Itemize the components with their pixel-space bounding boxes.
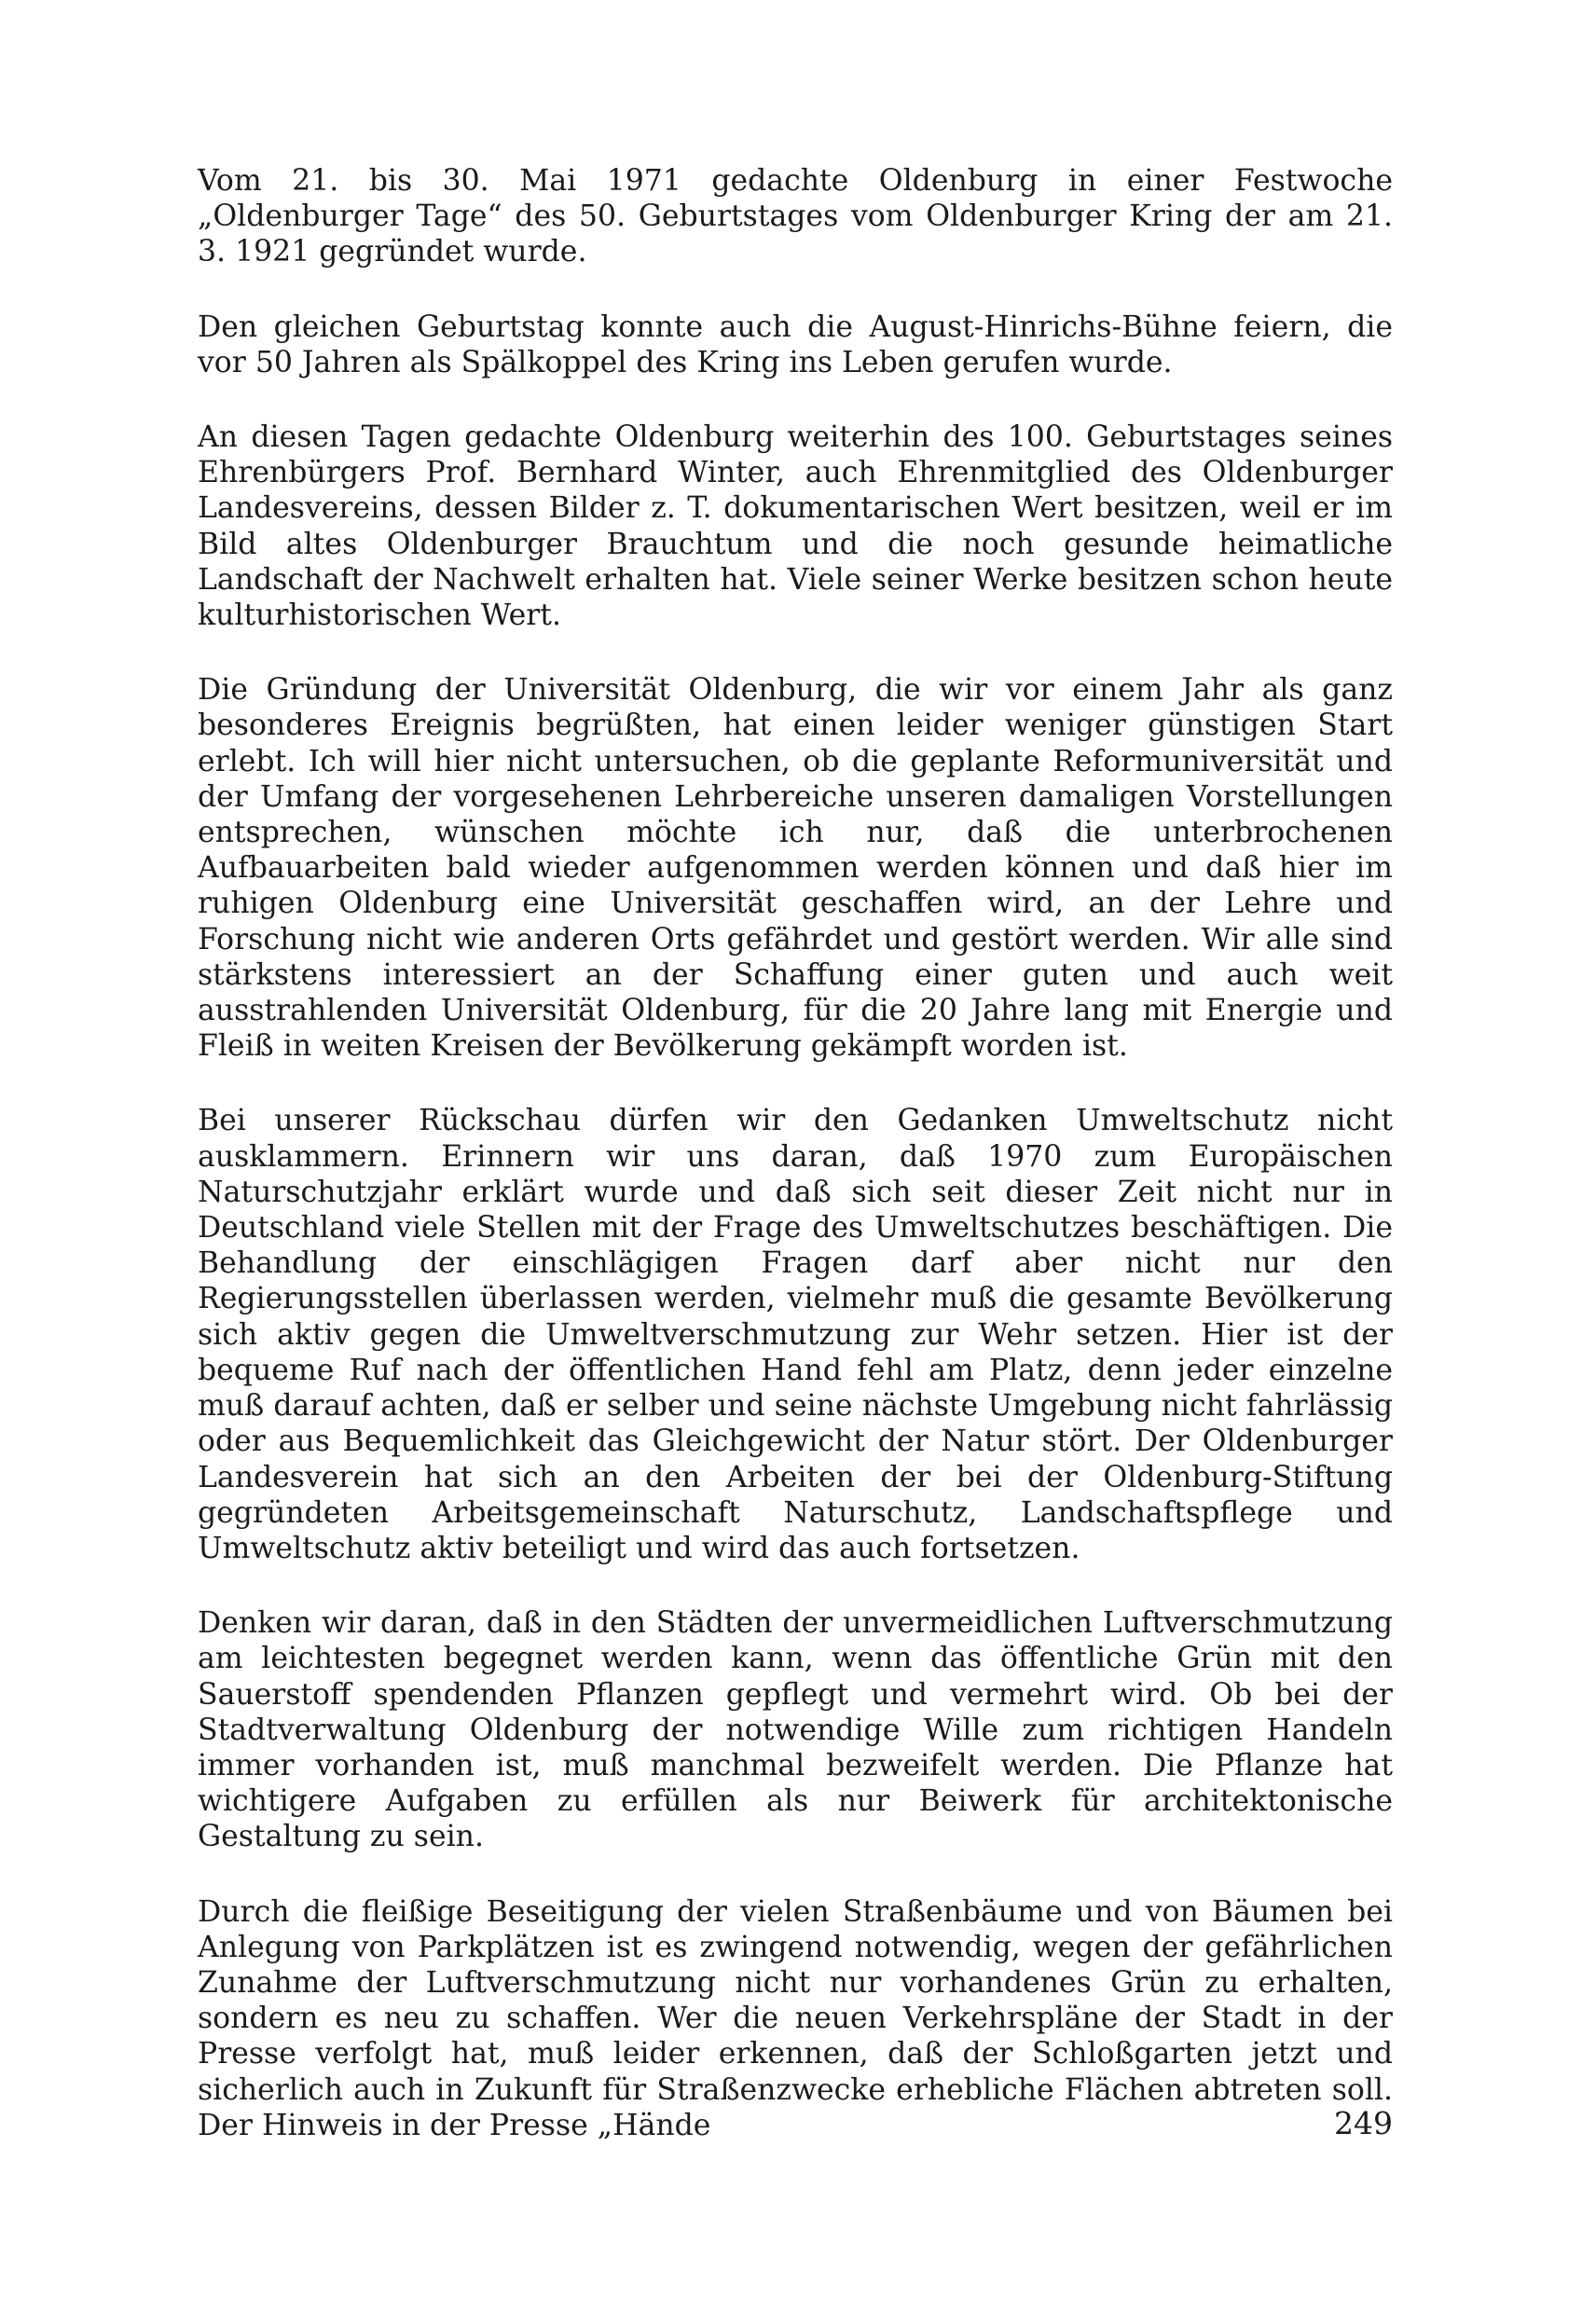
paragraph-hinrichs-buehne: Den gleichen Geburtstag konnte auch die August-Hinrichs-Bühne feiern, die vor 50 Jahren als Spälkoppel des Kring ins Leben gerufen wurde.	[198, 310, 1393, 379]
paragraph-luftverschmutzung: Denken wir daran, daß in den Städten der unvermeidlichen Luftverschmutzung am leichtesten begegnet werden kann, wenn das öffentliche Grün mit den Sauerstoff spendenden Pflanzen gepflegt und vermehrt wird. Ob bei der Stadtverwaltung Oldenburg der notwendige Wille zum richtigen Handeln immer vorhanden ist, muß manchmal bezweifelt werden. Die Pflanze hat wichtigere Aufgaben zu erfüllen als nur Beiwerk für architektonische Gestaltung zu sein.	[198, 1606, 1393, 1854]
page-number: 249	[1334, 2105, 1393, 2141]
paragraph-bernhard-winter: An diesen Tagen gedachte Oldenburg weiterhin des 100. Geburtstages seines Ehrenbürgers Prof. Bernhard Winter, auch Ehrenmitglied des Oldenburger Landesvereins, dessen Bilder z. T. dokumentarischen Wert besitzen, weil er im Bild altes Oldenburger Brauchtum und die noch gesunde heimatliche Landschaft der Nachwelt erhalten hat. Viele seiner Werke besitzen schon heute kulturhistorischen Wert.	[198, 420, 1393, 633]
paragraph-strassenbaeume: Durch die fleißige Beseitigung der vielen Straßenbäume und von Bäumen bei Anlegung von Parkplätzen ist es zwingend notwendig, wegen der gefährlichen Zunahme der Luftverschmutzung nicht nur vorhandenes Grün zu erhalten, sondern es neu zu schaffen. Wer die neuen Verkehrspläne der Stadt in der Presse verfolgt hat, muß leider erkennen, daß der Schloßgarten jetzt und sicherlich auch in Zukunft für Straßenzwecke erhebliche Flächen abtreten soll. Der Hinweis in der Presse „Hände	[198, 1894, 1393, 2142]
paragraph-festwoche: Vom 21. bis 30. Mai 1971 gedachte Oldenburg in einer Festwoche „Oldenburger Tage“ des 50. Geburtstages vom Oldenburger Kring der am 21. 3. 1921 gegründet wurde.	[198, 164, 1393, 269]
paragraph-umweltschutz: Bei unserer Rückschau dürfen wir den Gedanken Umweltschutz nicht ausklammern. Erinnern wir uns daran, daß 1970 zum Europäischen Naturschutzjahr erklärt wurde und daß sich seit dieser Zeit nicht nur in Deutschland viele Stellen mit der Frage des Umweltschutzes beschäftigen. Die Behandlung der einschlägigen Fragen darf aber nicht nur den Regierungsstellen überlassen werden, vielmehr muß die gesamte Bevölkerung sich aktiv gegen die Umweltverschmutzung zur Wehr setzen. Hier ist der bequeme Ruf nach der öffentlichen Hand fehl am Platz, denn jeder einzelne muß darauf achten, daß er selber und seine nächste Umgebung nicht fahrlässig oder aus Bequemlichkeit das Gleichgewicht der Natur stört. Der Oldenburger Landesverein hat sich an den Arbeiten der bei der Oldenburg-Stiftung gegründeten Arbeitsgemeinschaft Naturschutz, Landschaftspflege und Umweltschutz aktiv beteiligt und wird das auch fortsetzen.	[198, 1104, 1393, 1565]
document-body	[198, 163, 1393, 2182]
paragraph-universitaet: Die Gründung der Universität Oldenburg, die wir vor einem Jahr als ganz besonderes Ereignis begrüßten, hat einen leider weniger günstigen Start erlebt. Ich will hier nicht untersuchen, ob die geplante Reformuniversität und der Umfang der vorgesehenen Lehrbereiche unseren damaligen Vorstellungen entsprechen, wünschen möchte ich nur, daß die unterbrochenen Aufbauarbeiten bald wieder aufgenommen werden können und daß hier im ruhigen Oldenburg eine Universität geschaffen wird, an der Lehre und Forschung nicht wie anderen Orts gefährdet und gestört werden. Wir alle sind stärkstens interessiert an der Schaffung einer guten und auch weit ausstrahlenden Universität Oldenburg, für die 20 Jahre lang mit Energie und Fleiß in weiten Kreisen der Bevölkerung gekämpft worden ist.	[198, 673, 1393, 1064]
